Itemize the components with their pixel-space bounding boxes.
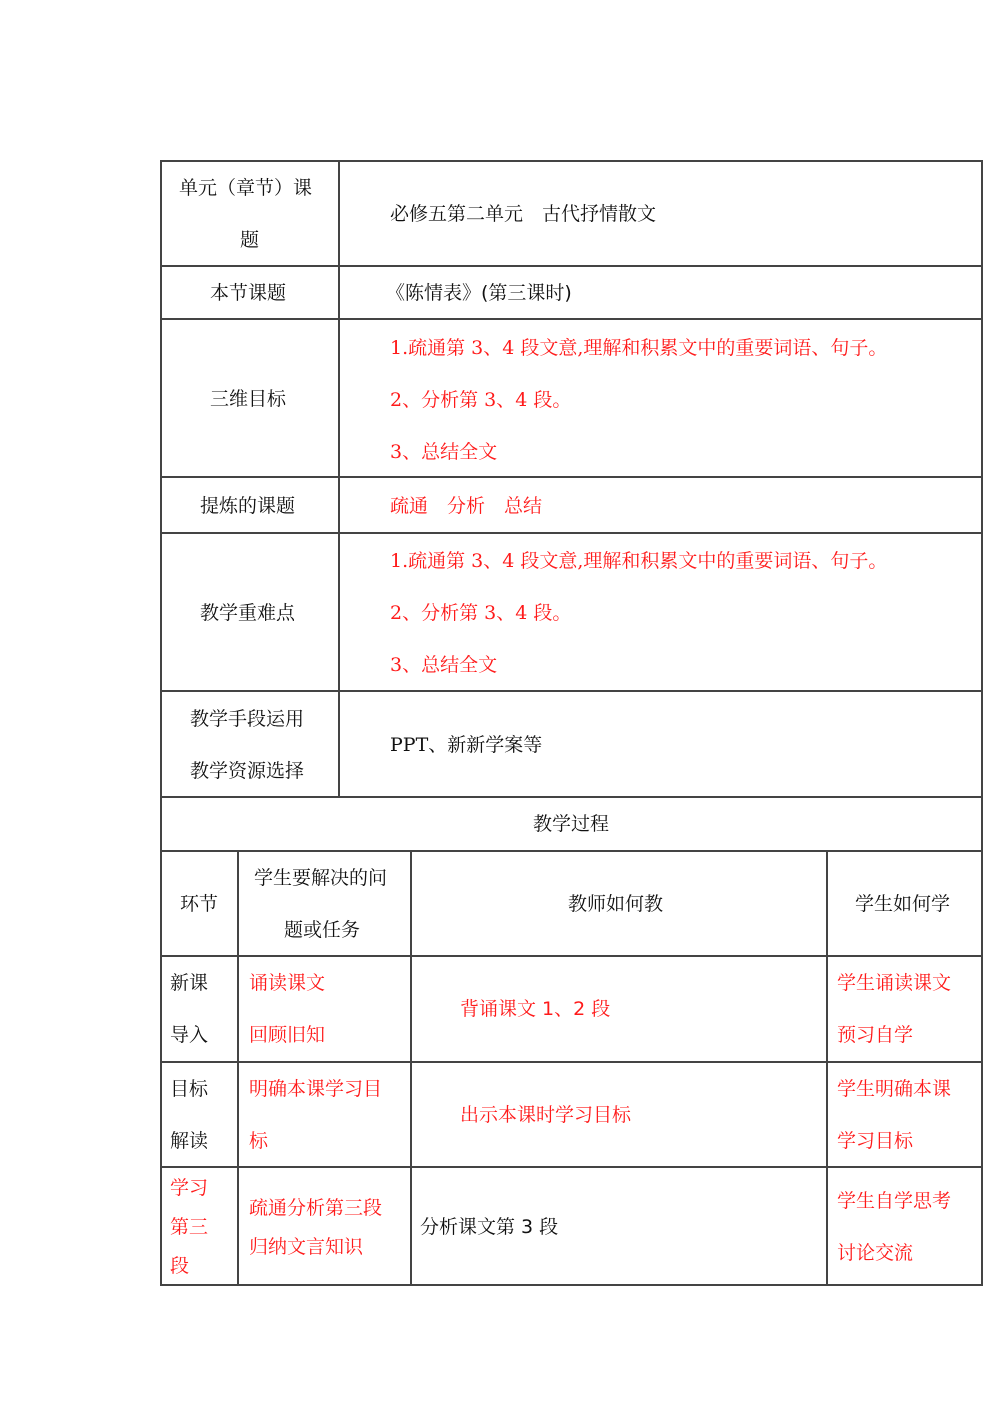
label-key-points: 教学重难点 [200, 602, 296, 624]
student-action-line: 学习目标 [837, 1130, 914, 1152]
table-border [160, 318, 983, 320]
table-border [160, 850, 983, 852]
table-border [410, 850, 412, 1286]
table-border [160, 532, 983, 534]
label-lesson-title: 本节课题 [210, 282, 287, 304]
task-line: 疏通分析第三段 [249, 1197, 383, 1219]
label-teaching-resources: 教学资源选择 [190, 760, 305, 782]
objective-item: 3、总结全文 [390, 441, 498, 463]
table-border [160, 1284, 983, 1286]
student-action-line: 讨论交流 [837, 1242, 914, 1264]
stage-line: 新课 [170, 972, 209, 994]
value-lesson-title: 《陈情表》(第三课时) [386, 282, 572, 304]
process-title: 教学过程 [533, 813, 610, 835]
table-border [160, 955, 983, 957]
table-border [160, 160, 162, 1286]
teacher-action: 背诵课文 1、2 段 [460, 998, 611, 1020]
table-border [160, 796, 983, 798]
key-point-item: 1.疏通第 3、4 段文意,理解和积累文中的重要词语、句子。 [390, 550, 888, 572]
header-task-line1: 学生要解决的问 [254, 867, 388, 889]
table-border [826, 850, 828, 1286]
table-border [338, 160, 340, 798]
table-border [160, 690, 983, 692]
stage-line: 目标 [170, 1078, 209, 1100]
task-line: 归纳文言知识 [249, 1236, 364, 1258]
label-objectives: 三维目标 [210, 388, 287, 410]
teacher-action: 分析课文第 3 段 [420, 1216, 559, 1238]
label-unit-line2: 题 [240, 229, 260, 251]
header-task-line2: 题或任务 [284, 919, 361, 941]
header-student: 学生如何学 [855, 893, 951, 915]
table-border [160, 160, 983, 162]
objective-item: 2、分析第 3、4 段。 [390, 389, 572, 411]
table-border [160, 1166, 983, 1168]
key-point-item: 3、总结全文 [390, 654, 498, 676]
table-border [981, 160, 983, 1286]
value-unit: 必修五第二单元 古代抒情散文 [390, 203, 657, 225]
objective-item: 1.疏通第 3、4 段文意,理解和积累文中的重要词语、句子。 [390, 337, 888, 359]
header-teacher: 教师如何教 [568, 893, 664, 915]
label-refined-topic: 提炼的课题 [200, 495, 296, 517]
task-line: 回顾旧知 [249, 1024, 326, 1046]
task-line: 标 [249, 1130, 269, 1152]
stage-line: 第三 [170, 1216, 209, 1238]
value-teaching-resources: PPT、新新学案等 [390, 734, 543, 756]
student-action-line: 学生诵读课文 [837, 972, 952, 994]
student-action-line: 学生自学思考 [837, 1190, 952, 1212]
task-line: 明确本课学习目 [249, 1078, 383, 1100]
table-border [160, 1061, 983, 1063]
stage-line: 解读 [170, 1130, 209, 1152]
key-point-item: 2、分析第 3、4 段。 [390, 602, 572, 624]
table-border [160, 265, 983, 267]
header-stage: 环节 [180, 893, 219, 915]
teacher-action: 出示本课时学习目标 [460, 1104, 632, 1126]
label-teaching-means: 教学手段运用 [190, 708, 305, 730]
stage-line: 导入 [170, 1024, 209, 1046]
value-refined-topic: 疏通 分析 总结 [390, 495, 543, 517]
stage-line: 学习 [170, 1177, 209, 1199]
label-unit-line1: 单元（章节）课 [179, 177, 313, 199]
student-action-line: 学生明确本课 [837, 1078, 952, 1100]
student-action-line: 预习自学 [837, 1024, 914, 1046]
stage-line: 段 [170, 1255, 190, 1277]
task-line: 诵读课文 [249, 972, 326, 994]
table-border [237, 850, 239, 1286]
table-border [160, 476, 983, 478]
